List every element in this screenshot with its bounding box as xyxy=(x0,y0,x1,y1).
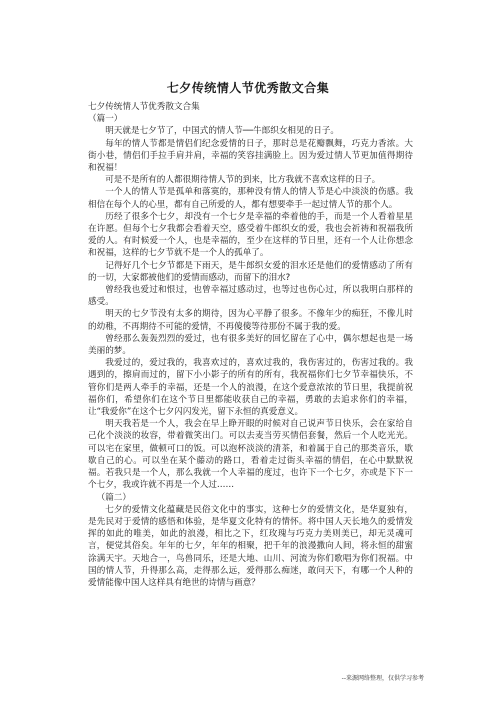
source-footer: --来源网络整理，仅供学习参考 xyxy=(341,675,424,682)
section-label-2: （篇二） xyxy=(96,492,131,503)
paragraph: 一个人的情人节是孤单和落寞的，那种没有情人的情人节是心中淡淡的伤感。我相信在每个人的心里，都有自己所爱的人，都有想要牵手一起过情人节的那个人。 xyxy=(88,187,413,210)
document-body xyxy=(88,101,413,589)
paragraph: 七夕的爱情文化蕴藏是民俗文化中的事实，这种七夕的爱情文化，是华夏独有，是先民对于爱情的感悟和体验，是华夏文化特有的情怀。将中国人天长地久的爱情发挥的如此的唯美，如此的浪漫，相比之下，红玫瑰与巧克力美则美已，却无灵魂可言，便觉其俗矣。年年的七夕，年年的相聚，把千年的浪漫撒向人间，将永恒的甜蜜涂满天宇。天地合一，鸟兽同乐，还是大地、山川、河流为你们歌唱为你们祝福。中国的情人节，升得那么高，走得那么远，爱得那么痴迷，敢问天下，有哪一个人种的爱情能像中国人这样具有绝世的诗情与画意？ xyxy=(88,504,413,588)
paragraph: 每年的情人节都是情侣们纪念爱情的日子，那时总是花瓣飘舞，巧克力香浓。大街小巷，情侣们手拉手肩并肩，幸福的笑容挂满脸上。因为爱过情人节更加值得期待和祝福！ xyxy=(88,138,413,174)
section-label-1: （篇一） xyxy=(88,114,123,125)
paragraph: 记得好几个七夕节都是下雨天，是牛郎织女爱的泪水还是他们的爱情感动了所有的一切，大家都被他们的爱情而感动，而留下的泪水? xyxy=(88,260,413,283)
paragraph: 明天的七夕节没有太多的期待，因为心平静了很多。不像年少的痴狂，不像儿时的幼稚，不再期待不可能的爱情，不再傻傻等待那份不属于我的爱。 xyxy=(88,309,413,332)
paragraph: 曾经那么轰轰烈烈的爱过，也有很多美好的回忆留在了心中，偶尔想起也是一场美丽的梦。 xyxy=(88,333,413,357)
paragraph: 可是不是所有的人都很期待情人节的到来，比方我就不喜欢这样的日子。 xyxy=(105,175,381,186)
document-subtitle: 七夕传统情人节优秀散文合集 xyxy=(88,102,200,112)
paragraph: 明天我若是一个人，我会在早上睁开眼的时候对自己说声节日快乐，会在家给自己化个淡淡的妆容，带着微笑出门。可以去麦当劳买情侣套餐，然后一个人吃光光。可以宅在家里，做顿可口的饭。可以泡杯淡淡的清茶，和着属于自己的那类音乐，歇歇自己的心。可以坐在某个藤动的路口，看着走过街头幸福的情侣，在心中默默祝福。若我只是一个人，那么我就一个人幸福的度过，也许下一个七夕，亦或是下下一个七夕，我或许就不再是一个人过…… xyxy=(88,419,413,491)
paragraph: 曾经我也爱过和恨过，也曾幸福过感动过，也等过也伤心过，所以我明白那样的感受。 xyxy=(88,285,413,308)
paragraph: 我爱过的，爱过我的，我喜欢过的，喜欢过我的，我伤害过的，伤害过我的。我遇到的，擦肩而过的，留下小小影子的所有的所有，我祝福你们七夕节幸福快乐，不管你们是两人牵手的幸福，还是一个人的浪漫，在这个爱意浓浓的节日里，我提前祝福你们，希望你们在这个节日里都能收获自己的幸福，勇敢的去追求你们的幸福，让“我爱你”在这个七夕闪闪发光，留下永恒的真爱意义。 xyxy=(88,358,413,418)
paragraph: 明天就是七夕节了，中国式的情人节──牛郎织女相见的日子。 xyxy=(105,126,339,137)
paragraph: 历经了很多个七夕，却没有一个七夕是幸福的牵着他的手，而是一个人看着星星在许愿。但每个七夕我都会看着天空，感受着牛郎织女的爱，我也会祈祷和祝福我所爱的人。有时候爱一个人，也是幸福的，至少在这样的节日里，还有一个人让你想念和祝福，这样的七夕节就不是一个人的孤单了。 xyxy=(88,211,413,259)
page-title: 七夕传统情人节优秀散文合集 xyxy=(166,81,330,95)
